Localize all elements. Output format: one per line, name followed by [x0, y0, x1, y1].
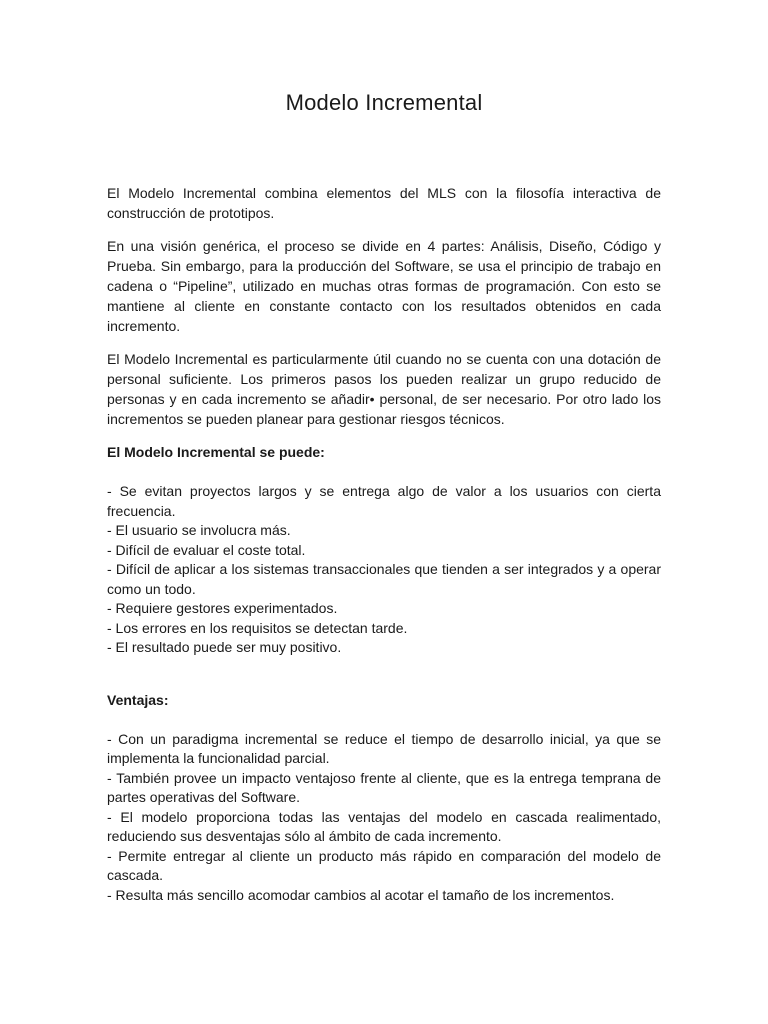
list-item: - Permite entregar al cliente un producto más rápido en comparación del modelo de cascada. [107, 847, 661, 883]
paragraph-vision: En una visión genérica, el proceso se divide en 4 partes: Análisis, Diseño, Código y Prueba. Sin embargo, para la producción del Software, se usa el principio de trabajo en cadena o “Pipeline”, utilizado en muchas otras formas de programación. Con esto se mantiene al cliente en constante contacto con los resultados obtenidos en cada incremento. [107, 238, 661, 334]
section-heading-ventajas: Ventajas: [107, 691, 169, 708]
paragraph-intro: El Modelo Incremental combina elementos del MLS con la filosofía interactiva de construcción de prototipos. [107, 185, 661, 221]
list-item: - Difícil de evaluar el coste total. [107, 541, 306, 558]
list-item: - Resulta más sencillo acomodar cambios al acotar el tamaño de los incrementos. [107, 886, 615, 903]
list-item: - Se evitan proyectos largos y se entrega algo de valor a los usuarios con cierta frecuencia. [107, 483, 661, 519]
list-ventajas [107, 730, 661, 906]
list-item: - Con un paradigma incremental se reduce el tiempo de desarrollo inicial, ya que se implementa la funcionalidad parcial. [107, 730, 661, 766]
list-puede [107, 482, 661, 658]
list-item: - También provee un impacto ventajoso frente al cliente, que es la entrega temprana de partes operativas del Software. [107, 769, 661, 805]
list-item: - El resultado puede ser muy positivo. [107, 639, 342, 655]
list-item: - El usuario se involucra más. [107, 522, 291, 538]
list-item: - Difícil de aplicar a los sistemas transaccionales que tienden a ser integrados y a operar como un todo. [107, 561, 661, 597]
section-heading-puede: El Modelo Incremental se puede: [107, 444, 325, 460]
page-title: Modelo Incremental [285, 90, 483, 115]
list-item: - Los errores en los requisitos se detectan tarde. [107, 619, 408, 636]
paragraph-utilidad: El Modelo Incremental es particularmente útil cuando no se cuenta con una dotación de personal suficiente. Los primeros pasos los pueden realizar un grupo reducido de personas y en cada incremento se añadir• personal, de ser necesario. Por otro lado los incrementos se pueden planear para gestionar riesgos técnicos. [107, 351, 661, 427]
list-item: - Requiere gestores experimentados. [107, 600, 338, 616]
list-item: - El modelo proporciona todas las ventajas del modelo en cascada realimentado, reduciendo sus desventajas sólo al ámbito de cada incremento. [107, 808, 661, 844]
